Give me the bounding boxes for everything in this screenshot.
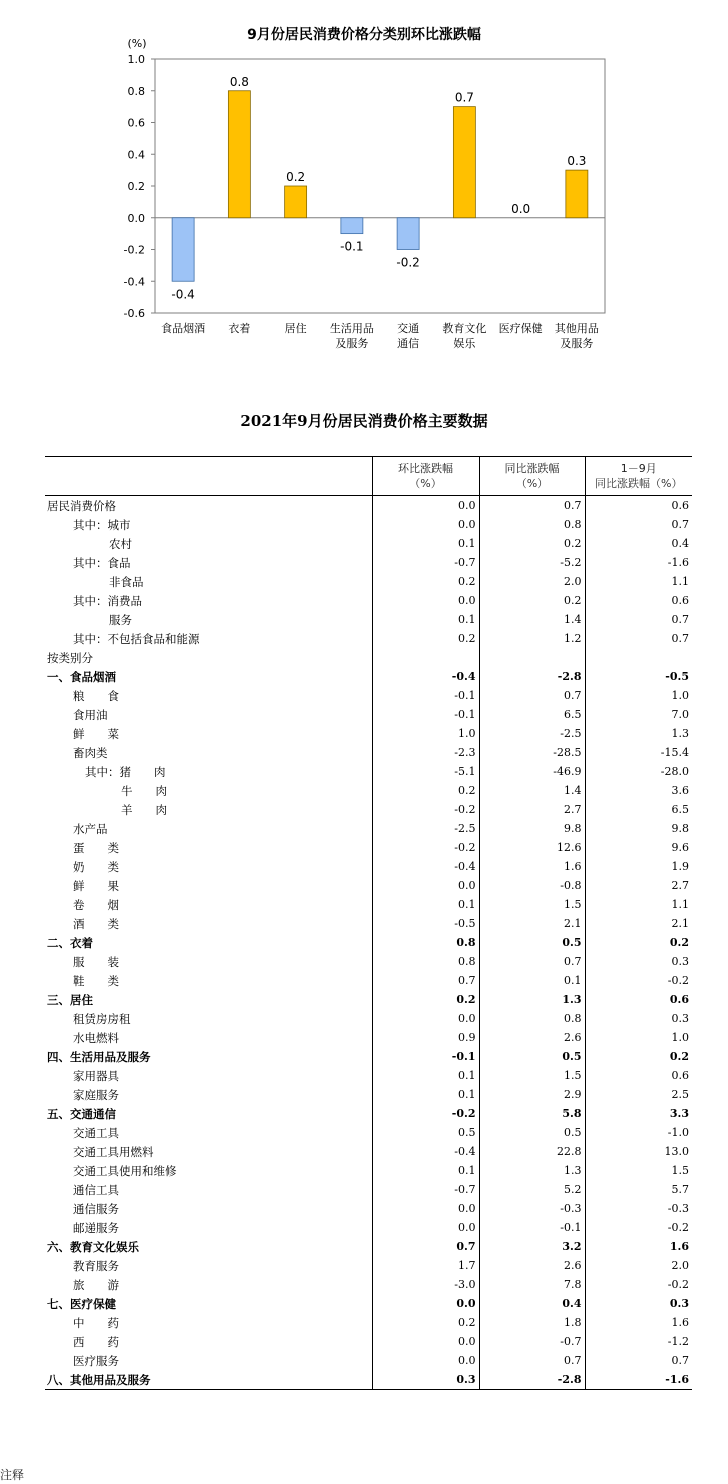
cell-mom: 0.0 xyxy=(372,1218,479,1237)
cell-ytd: -1.0 xyxy=(585,1123,692,1142)
cell-ytd: 0.6 xyxy=(585,591,692,610)
cell-ytd: -0.2 xyxy=(585,1218,692,1237)
cell-ytd: 0.7 xyxy=(585,1351,692,1370)
table-title: 2021年9月份居民消费价格主要数据 xyxy=(240,412,488,430)
row-label: 交通工具 xyxy=(73,1125,119,1140)
table-header-row xyxy=(45,457,692,496)
cell-mom: -0.1 xyxy=(372,686,479,705)
row-label: 家用器具 xyxy=(73,1068,119,1083)
row-label: 交通工具使用和维修 xyxy=(73,1163,177,1178)
row-label: 教育服务 xyxy=(73,1258,119,1273)
cell-yoy: 1.8 xyxy=(479,1313,585,1332)
cell-mom: 0.7 xyxy=(372,971,479,990)
cell-ytd: 1.6 xyxy=(585,1237,692,1256)
row-label: 四、生活用品及服务 xyxy=(47,1049,151,1064)
cell-mom: 0.1 xyxy=(372,610,479,629)
bar xyxy=(341,218,363,234)
row-label: 鲜 菜 xyxy=(73,726,119,741)
data-label: -0.1 xyxy=(340,239,364,254)
header-mom: 环比涨跌幅 （%） xyxy=(372,457,479,496)
row-label: 二、衣着 xyxy=(47,935,93,950)
cell-ytd: 3.3 xyxy=(585,1104,692,1123)
cell-yoy: 0.4 xyxy=(479,1294,585,1313)
y-tick-label: -0.2 xyxy=(123,243,145,257)
cell-ytd: 0.7 xyxy=(585,629,692,648)
cell-yoy: -2.5 xyxy=(479,724,585,743)
cell-ytd xyxy=(585,648,692,667)
cell-yoy: 0.7 xyxy=(479,952,585,971)
cell-mom: 0.3 xyxy=(372,1370,479,1390)
cell-mom: -0.1 xyxy=(372,705,479,724)
row-label: 邮递服务 xyxy=(73,1220,119,1235)
cell-ytd: 1.0 xyxy=(585,686,692,705)
cell-yoy: -28.5 xyxy=(479,743,585,762)
table-row xyxy=(45,610,692,629)
cell-yoy: 2.9 xyxy=(479,1085,585,1104)
row-label: 通信工具 xyxy=(73,1182,119,1197)
cell-mom: 0.2 xyxy=(372,1313,479,1332)
x-tick-label: 其他用品 xyxy=(554,322,599,335)
table-row xyxy=(45,800,692,819)
row-label: 按类别分 xyxy=(47,650,93,665)
cell-mom: -0.2 xyxy=(372,800,479,819)
cell-ytd: 2.0 xyxy=(585,1256,692,1275)
cell-ytd: 1.9 xyxy=(585,857,692,876)
table-row xyxy=(45,705,692,724)
table-row xyxy=(45,933,692,952)
bar xyxy=(566,170,588,218)
table-row xyxy=(45,686,692,705)
x-tick-label: 食品烟酒 xyxy=(161,322,206,335)
row-label: 畜肉类 xyxy=(73,745,108,760)
cell-yoy: -0.8 xyxy=(479,876,585,895)
table-row xyxy=(45,1218,692,1237)
footer-text: 注释 xyxy=(0,1468,25,1482)
row-label: 其中：食品 xyxy=(73,555,131,570)
y-tick-label: -0.6 xyxy=(123,307,145,320)
cell-yoy xyxy=(479,648,585,667)
cell-yoy: -46.9 xyxy=(479,762,585,781)
y-axis-label: (%) xyxy=(127,37,147,50)
cell-ytd: 0.3 xyxy=(585,1009,692,1028)
cell-mom: 0.0 xyxy=(372,876,479,895)
cell-yoy: 2.0 xyxy=(479,572,585,591)
cell-yoy: 0.7 xyxy=(479,686,585,705)
row-label: 粮 食 xyxy=(73,688,119,703)
cell-ytd: -0.5 xyxy=(585,667,692,686)
cell-yoy: 1.6 xyxy=(479,857,585,876)
table-row xyxy=(45,648,692,667)
cell-yoy: 7.8 xyxy=(479,1275,585,1294)
cell-mom: 0.9 xyxy=(372,1028,479,1047)
cell-yoy: 0.2 xyxy=(479,591,585,610)
cell-mom: 0.0 xyxy=(372,1009,479,1028)
row-label: 租赁房房租 xyxy=(73,1011,131,1026)
cell-ytd: 1.1 xyxy=(585,895,692,914)
cell-mom: -5.1 xyxy=(372,762,479,781)
table-row xyxy=(45,1104,692,1123)
cell-mom: 0.7 xyxy=(372,1237,479,1256)
cell-yoy: -0.7 xyxy=(479,1332,585,1351)
header-label-column xyxy=(45,457,372,496)
header-yoy: 同比涨跌幅 （%） xyxy=(479,457,585,496)
table-row xyxy=(45,895,692,914)
row-label: 六、教育文化娱乐 xyxy=(47,1239,139,1254)
cell-mom: -0.7 xyxy=(372,553,479,572)
row-label: 其中：猪 肉 xyxy=(85,764,166,779)
table-row xyxy=(45,1237,692,1256)
row-label: 酒 类 xyxy=(73,916,119,931)
cell-mom: -3.0 xyxy=(372,1275,479,1294)
cpi-data-table xyxy=(45,456,692,1390)
cell-mom: 0.2 xyxy=(372,781,479,800)
row-label: 其中：城市 xyxy=(73,517,131,532)
cell-ytd: 0.6 xyxy=(585,496,692,516)
cell-mom: 0.5 xyxy=(372,1123,479,1142)
table-row xyxy=(45,1142,692,1161)
table-row xyxy=(45,1199,692,1218)
cell-ytd: 0.7 xyxy=(585,610,692,629)
cell-ytd: 0.6 xyxy=(585,990,692,1009)
cell-ytd: -1.2 xyxy=(585,1332,692,1351)
cell-ytd: 0.7 xyxy=(585,515,692,534)
row-label: 居民消费价格 xyxy=(47,498,116,513)
cell-yoy: 3.2 xyxy=(479,1237,585,1256)
table-row xyxy=(45,1275,692,1294)
x-tick-label: 教育文化 xyxy=(442,322,487,335)
cell-mom: 1.0 xyxy=(372,724,479,743)
cell-mom: 0.2 xyxy=(372,990,479,1009)
bar xyxy=(228,91,250,218)
cell-yoy: 1.4 xyxy=(479,610,585,629)
table-row xyxy=(45,1123,692,1142)
cell-mom: -0.4 xyxy=(372,857,479,876)
table-row xyxy=(45,1066,692,1085)
cell-ytd: 0.4 xyxy=(585,534,692,553)
cell-mom: 1.7 xyxy=(372,1256,479,1275)
cell-ytd: 1.1 xyxy=(585,572,692,591)
table-row xyxy=(45,572,692,591)
cell-mom: 0.2 xyxy=(372,572,479,591)
cell-yoy: 9.8 xyxy=(479,819,585,838)
data-label: 0.0 xyxy=(511,201,531,216)
table-row xyxy=(45,1161,692,1180)
table-row xyxy=(45,1370,692,1390)
table-row xyxy=(45,629,692,648)
row-label: 其中：不包括食品和能源 xyxy=(73,631,200,646)
row-label: 非食品 xyxy=(109,574,144,589)
y-tick-label: 0.2 xyxy=(127,180,145,193)
bar-chart xyxy=(0,0,728,380)
cell-yoy: 1.4 xyxy=(479,781,585,800)
row-label: 奶 类 xyxy=(73,859,119,874)
cell-yoy: 0.1 xyxy=(479,971,585,990)
cell-yoy: 6.5 xyxy=(479,705,585,724)
cell-ytd: 3.6 xyxy=(585,781,692,800)
bar xyxy=(453,107,475,218)
cell-mom: 0.0 xyxy=(372,1199,479,1218)
row-label: 一、食品烟酒 xyxy=(47,669,116,684)
y-tick-label: 1.0 xyxy=(127,53,145,66)
data-label: 0.7 xyxy=(454,90,474,105)
cell-ytd: 0.3 xyxy=(585,1294,692,1313)
cell-mom: 0.1 xyxy=(372,534,479,553)
table-row xyxy=(45,1294,692,1313)
cell-mom: 0.0 xyxy=(372,1294,479,1313)
cell-yoy: 1.3 xyxy=(479,1161,585,1180)
row-label: 水电燃料 xyxy=(73,1030,119,1045)
cell-ytd: -1.6 xyxy=(585,1370,692,1390)
row-label: 羊 肉 xyxy=(121,802,167,817)
cell-yoy: -5.2 xyxy=(479,553,585,572)
cell-mom: 0.8 xyxy=(372,933,479,952)
table-row xyxy=(45,496,692,516)
cell-ytd: -28.0 xyxy=(585,762,692,781)
table-row xyxy=(45,990,692,1009)
cell-mom: 0.0 xyxy=(372,515,479,534)
row-label: 通信服务 xyxy=(73,1201,119,1216)
table-row xyxy=(45,971,692,990)
cell-mom xyxy=(372,648,479,667)
x-tick-label: 衣着 xyxy=(228,322,251,335)
cell-mom: -2.5 xyxy=(372,819,479,838)
cell-yoy: -0.1 xyxy=(479,1218,585,1237)
data-label: 0.2 xyxy=(286,170,306,184)
cell-mom: 0.0 xyxy=(372,1351,479,1370)
chart-title: 9月份居民消费价格分类别环比涨跌幅 xyxy=(247,27,481,43)
row-label: 三、居住 xyxy=(47,992,93,1007)
table-row xyxy=(45,781,692,800)
table-row xyxy=(45,876,692,895)
x-tick-label: 生活用品 xyxy=(329,322,374,335)
row-label: 食用油 xyxy=(73,707,108,722)
cell-yoy: -2.8 xyxy=(479,1370,585,1390)
cell-mom: -0.5 xyxy=(372,914,479,933)
row-label: 鞋 类 xyxy=(73,973,119,988)
cell-ytd: 1.0 xyxy=(585,1028,692,1047)
row-label: 医疗服务 xyxy=(73,1353,119,1368)
x-tick-label: 通信 xyxy=(397,337,420,350)
cell-ytd: 2.5 xyxy=(585,1085,692,1104)
row-label: 服务 xyxy=(109,612,132,627)
cell-yoy: 2.7 xyxy=(479,800,585,819)
data-label: -0.2 xyxy=(396,255,420,270)
cell-ytd: -0.3 xyxy=(585,1199,692,1218)
table-row xyxy=(45,553,692,572)
row-label: 牛 肉 xyxy=(121,783,167,798)
table-row xyxy=(45,1332,692,1351)
cell-ytd: 9.6 xyxy=(585,838,692,857)
cell-yoy: 1.2 xyxy=(479,629,585,648)
cell-yoy: 0.5 xyxy=(479,933,585,952)
cell-ytd: 0.3 xyxy=(585,952,692,971)
bar xyxy=(172,218,194,282)
cell-yoy: 0.8 xyxy=(479,1009,585,1028)
cell-yoy: -2.8 xyxy=(479,667,585,686)
cell-mom: -0.2 xyxy=(372,1104,479,1123)
cell-yoy: 0.2 xyxy=(479,534,585,553)
table-row xyxy=(45,1256,692,1275)
cell-mom: -2.3 xyxy=(372,743,479,762)
x-tick-label: 及服务 xyxy=(560,337,594,350)
cell-yoy: 2.6 xyxy=(479,1256,585,1275)
x-tick-label: 医疗保健 xyxy=(498,322,543,335)
row-label: 七、医疗保健 xyxy=(47,1296,116,1311)
row-label: 交通工具用燃料 xyxy=(73,1144,154,1159)
cell-ytd: -0.2 xyxy=(585,971,692,990)
cell-mom: 0.1 xyxy=(372,1161,479,1180)
cell-yoy: 22.8 xyxy=(479,1142,585,1161)
data-label: 0.8 xyxy=(229,74,249,89)
table-row xyxy=(45,667,692,686)
table-row xyxy=(45,743,692,762)
x-tick-label: 及服务 xyxy=(335,337,369,350)
cell-ytd: 2.1 xyxy=(585,914,692,933)
table-row xyxy=(45,1028,692,1047)
row-label: 鲜 果 xyxy=(73,878,119,893)
cell-mom: -0.4 xyxy=(372,667,479,686)
cell-mom: 0.1 xyxy=(372,1085,479,1104)
row-label: 农村 xyxy=(109,536,132,551)
row-label: 水产品 xyxy=(73,821,108,836)
cell-yoy: 1.3 xyxy=(479,990,585,1009)
table-row xyxy=(45,914,692,933)
y-tick-label: 0.6 xyxy=(127,116,145,130)
y-tick-label: 0.0 xyxy=(127,211,145,225)
cell-yoy: 0.7 xyxy=(479,1351,585,1370)
table-row xyxy=(45,1085,692,1104)
table-row xyxy=(45,724,692,743)
x-tick-label: 交通 xyxy=(397,322,420,335)
y-tick-label: 0.4 xyxy=(127,148,145,162)
y-tick-label: 0.8 xyxy=(127,84,145,98)
cell-yoy: 0.5 xyxy=(479,1123,585,1142)
table-row xyxy=(45,1047,692,1066)
cell-ytd: -0.2 xyxy=(585,1275,692,1294)
cell-mom: -0.2 xyxy=(372,838,479,857)
cell-ytd: 6.5 xyxy=(585,800,692,819)
data-label: -0.4 xyxy=(171,287,195,302)
row-label: 西 药 xyxy=(73,1334,119,1349)
cell-yoy: 1.5 xyxy=(479,1066,585,1085)
cell-yoy: 0.7 xyxy=(479,496,585,516)
row-label: 服 装 xyxy=(73,954,119,969)
table-row xyxy=(45,591,692,610)
row-label: 五、交通通信 xyxy=(47,1106,116,1121)
cell-mom: -0.7 xyxy=(372,1180,479,1199)
table-row xyxy=(45,1180,692,1199)
table-row xyxy=(45,1009,692,1028)
row-label: 卷 烟 xyxy=(73,897,119,912)
table-row xyxy=(45,857,692,876)
cell-mom: 0.0 xyxy=(372,1332,479,1351)
data-label: 0.3 xyxy=(567,154,587,169)
table-row xyxy=(45,1313,692,1332)
table-row xyxy=(45,838,692,857)
y-tick-label: -0.4 xyxy=(123,275,145,289)
cell-yoy: 2.1 xyxy=(479,914,585,933)
row-label: 家庭服务 xyxy=(73,1087,119,1102)
cell-ytd: 13.0 xyxy=(585,1142,692,1161)
table-row xyxy=(45,762,692,781)
cell-ytd: 9.8 xyxy=(585,819,692,838)
table-body xyxy=(45,496,692,1390)
cell-ytd: 0.2 xyxy=(585,1047,692,1066)
x-tick-label: 娱乐 xyxy=(453,337,476,350)
cell-ytd: 1.5 xyxy=(585,1161,692,1180)
cell-ytd: 7.0 xyxy=(585,705,692,724)
cell-ytd: 0.2 xyxy=(585,933,692,952)
cell-yoy: 5.2 xyxy=(479,1180,585,1199)
cell-yoy: 0.8 xyxy=(479,515,585,534)
table-row xyxy=(45,952,692,971)
cell-mom: 0.0 xyxy=(372,591,479,610)
table-row xyxy=(45,819,692,838)
cell-mom: 0.1 xyxy=(372,895,479,914)
row-label: 其中：消费品 xyxy=(73,593,142,608)
cell-yoy: 0.5 xyxy=(479,1047,585,1066)
cell-mom: -0.1 xyxy=(372,1047,479,1066)
plot-area-frame xyxy=(155,59,605,313)
cell-ytd: -1.6 xyxy=(585,553,692,572)
bar xyxy=(397,218,419,250)
cell-ytd: 1.3 xyxy=(585,724,692,743)
table-row xyxy=(45,515,692,534)
cell-mom: -0.4 xyxy=(372,1142,479,1161)
cell-mom: 0.2 xyxy=(372,629,479,648)
bar xyxy=(285,186,307,218)
row-label: 蛋 类 xyxy=(73,840,119,855)
cell-yoy: 1.5 xyxy=(479,895,585,914)
cell-ytd: 0.6 xyxy=(585,1066,692,1085)
table-row xyxy=(45,534,692,553)
cell-ytd: -15.4 xyxy=(585,743,692,762)
cell-yoy: 2.6 xyxy=(479,1028,585,1047)
cell-yoy: 12.6 xyxy=(479,838,585,857)
cell-ytd: 5.7 xyxy=(585,1180,692,1199)
cell-yoy: 5.8 xyxy=(479,1104,585,1123)
cell-ytd: 2.7 xyxy=(585,876,692,895)
row-label: 旅 游 xyxy=(73,1277,119,1292)
cell-ytd: 1.6 xyxy=(585,1313,692,1332)
cell-yoy: -0.3 xyxy=(479,1199,585,1218)
row-label: 八、其他用品及服务 xyxy=(45,1370,372,1390)
cell-mom: 0.8 xyxy=(372,952,479,971)
cell-mom: 0.0 xyxy=(372,496,479,516)
x-tick-label: 居住 xyxy=(284,322,307,335)
header-ytd: 1－9月 同比涨跌幅（%） xyxy=(585,457,692,496)
table-row xyxy=(45,1351,692,1370)
row-label: 中 药 xyxy=(73,1315,119,1330)
cell-mom: 0.1 xyxy=(372,1066,479,1085)
